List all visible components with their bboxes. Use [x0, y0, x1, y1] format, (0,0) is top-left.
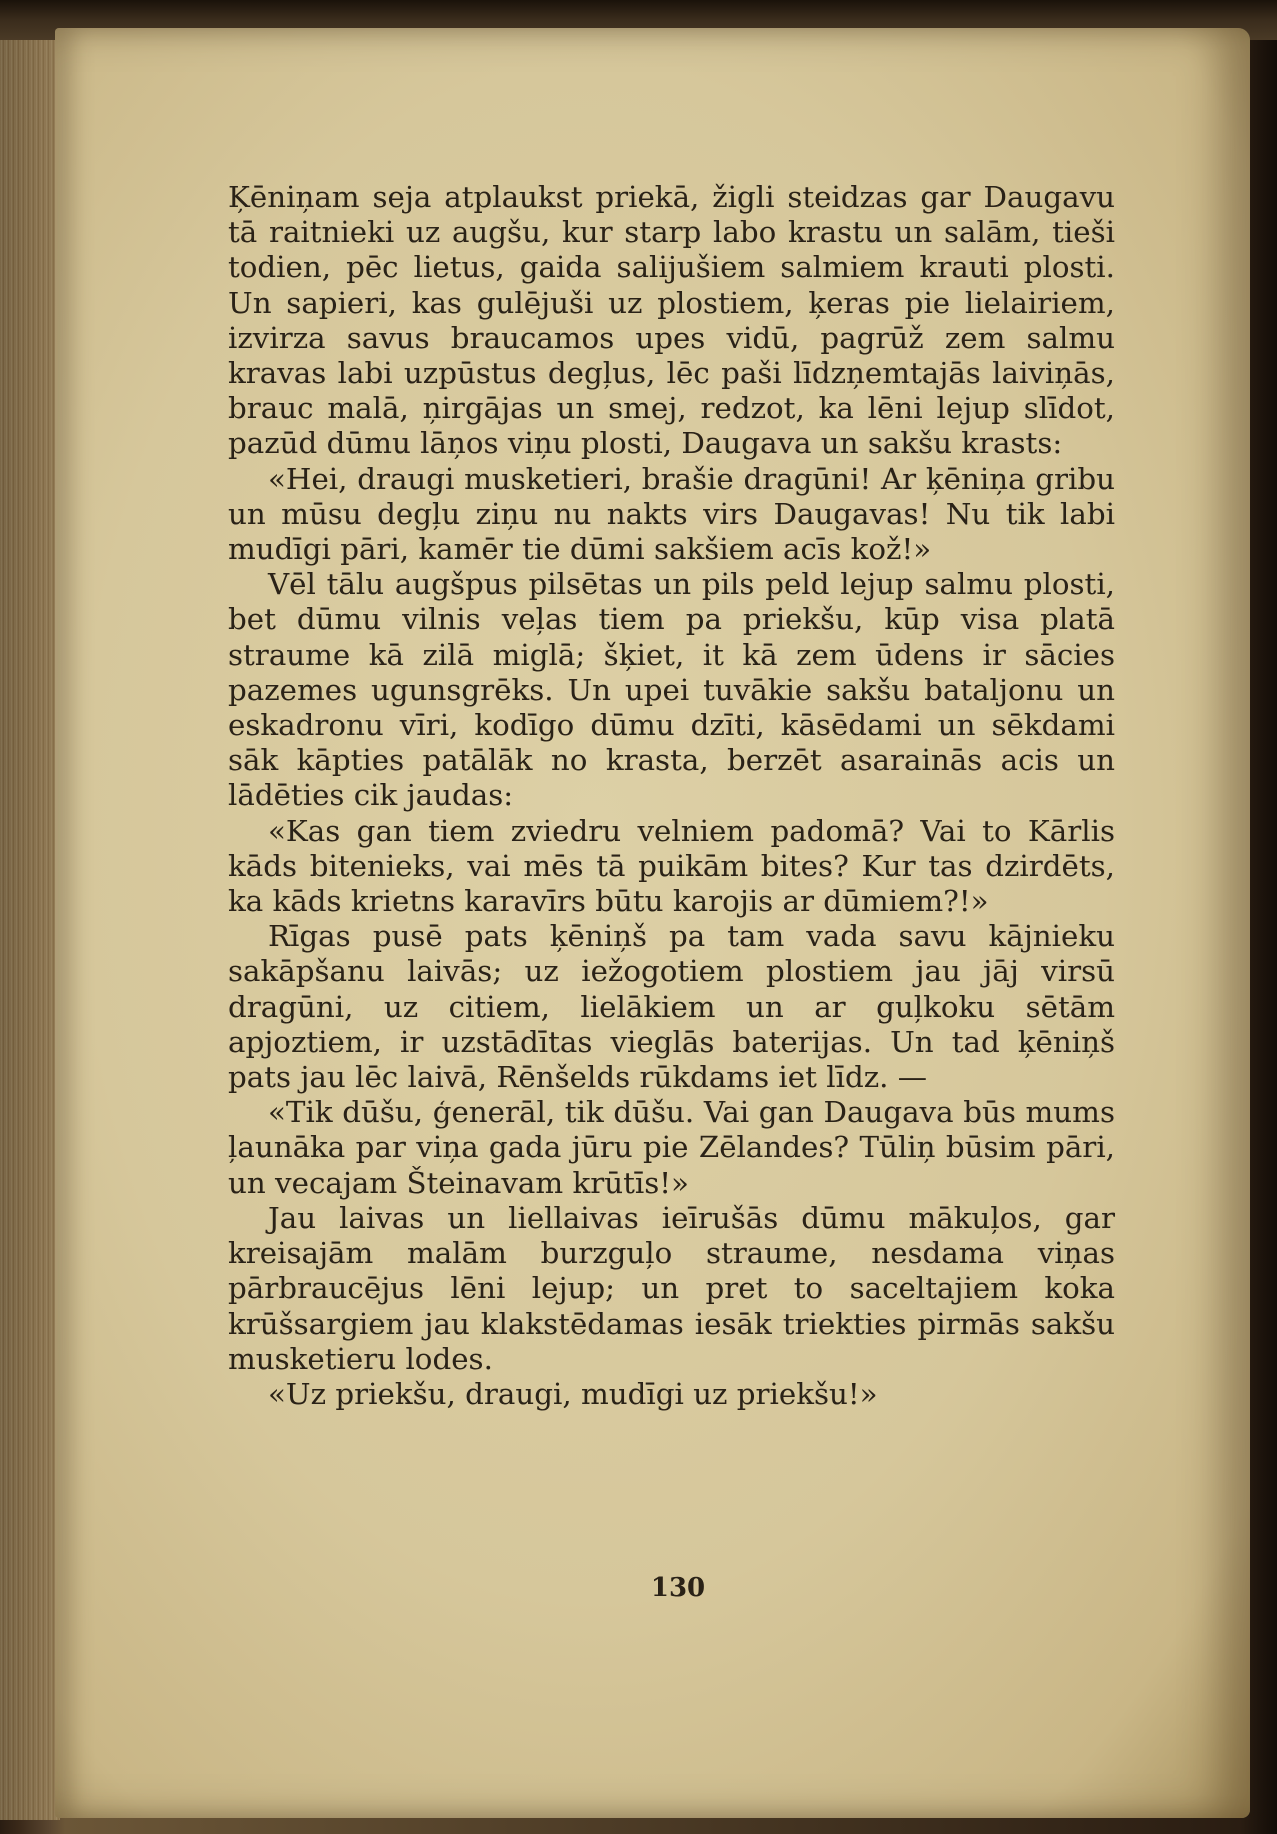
paragraph-1: Ķēniņam seja atplaukst priekā, žigli steidzas gar Daugavu tā raitnieki uz augšu, kur starp labo krastu un salām, tieši todien, pēc lietus, gaida salijušiem salmiem krauti plosti. Un sapieri, kas gulējuši uz plostiem, ķeras pie lielairiem, izvirza savus braucamos upes vidū, pagrūž zem salmu kravas labi uzpūstus degļus, lēc paši līdzņemtajās laiviņās, brauc malā, ņirgājas un smej, redzot, ka lēni lejup slīdot, pazūd dūmu lāņos viņu plosti, Daugava un sakšu krasts: [228, 180, 1115, 461]
paragraph-2: «Hei, draugi musketieri, brašie dragūni! Ar ķēniņa gribu un mūsu degļu ziņu nu nakts virs Daugavas! Nu tik labi mudīgi pāri, kamēr tie dūmi sakšiem acīs kož!» [228, 461, 1115, 567]
paragraph-3: Vēl tālu augšpus pilsētas un pils peld lejup salmu plosti, bet dūmu vilnis veļas tiem pa priekšu, kūp visa platā straume kā zilā miglā; šķiet, it kā zem ūdens ir sācies pazemes ugunsgrēks. Un upei tuvākie sakšu bataljonu un eskadronu vīri, kodīgo dūmu dzīti, kāsēdami un sēkdami sāk kāpties patālāk no krasta, berzēt asarainās acis un lādēties cik jaudas: [228, 567, 1115, 813]
paragraph-5: Rīgas pusē pats ķēniņš pa tam vada savu kājnieku sakāpšanu laivās; uz iežogotiem plostiem jau jāj virsū dragūni, uz citiem, lielākiem un ar guļkoku sētām apjoztiem, ir uzstādītas vieglās baterijas. Un tad ķēniņš pats jau lēc laivā, Rēnšelds rūkdams iet līdz. — [228, 919, 1115, 1095]
body-text [228, 180, 1115, 1412]
paragraph-6: «Tik dūšu, ģenerāl, tik dūšu. Vai gan Daugava būs mums ļaunāka par viņa gada jūru pie Zēlandes? Tūliņ būsim pāri, un vecajam Šteinavam krūtīs!» [228, 1095, 1115, 1200]
paragraph-8: «Uz priekšu, draugi, mudīgi uz priekšu!» [268, 1376, 878, 1411]
page-number: 130 [650, 1573, 706, 1603]
paragraph-7: Jau laivas un liellaivas ieīrušās dūmu mākuļos, gar kreisajām malām burzguļo straume, nesdama viņas pārbraucējus lēni lejup; un pret to saceltajiem koka krūšsargiem jau klakstēdamas iesāk triekties pirmās sakšu musketieru lodes. [228, 1200, 1115, 1376]
page-edges [0, 40, 60, 1820]
paragraph-4: «Kas gan tiem zviedru velniem padomā? Vai to Kārlis kāds bitenieks, vai mēs tā puikām bites? Kur tas dzirdēts, ka kāds krietns karavīrs būtu karojis ar dūmiem?!» [228, 813, 1115, 919]
